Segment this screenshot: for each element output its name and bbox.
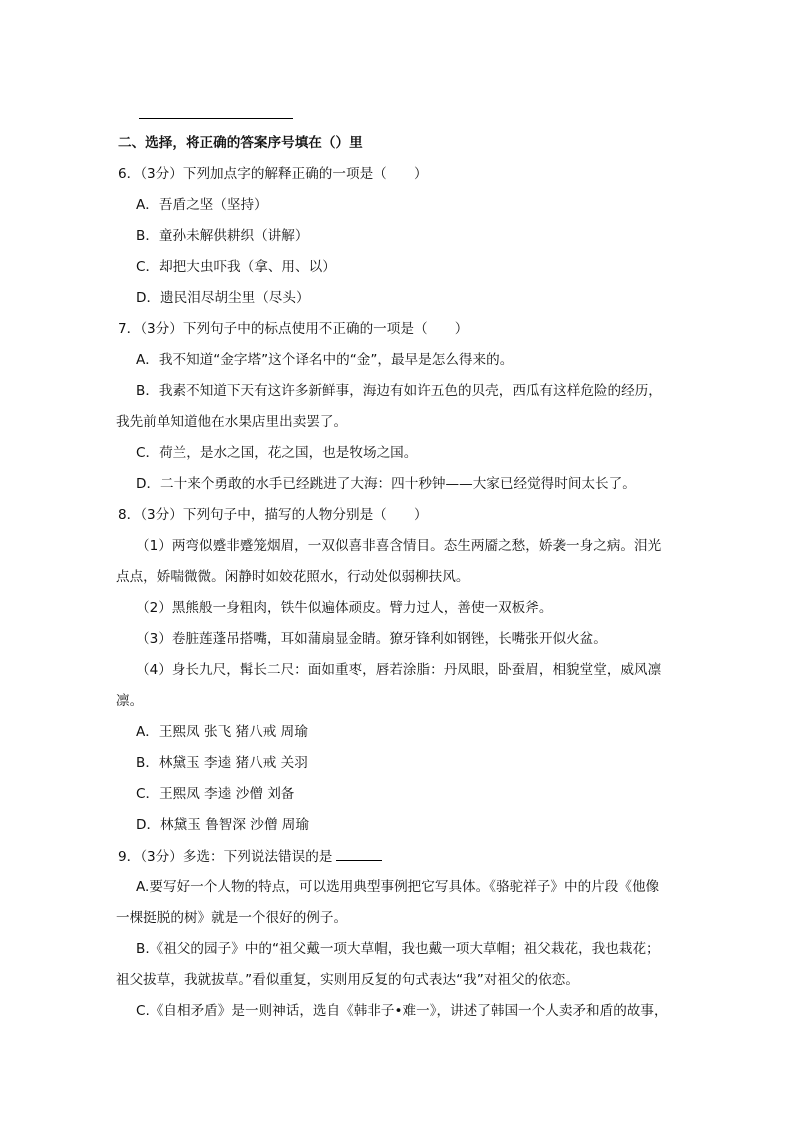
question-8-passage-2: （2）黑熊般一身粗肉，铁牛似遍体顽皮。臂力过人，善使一双板斧。 <box>136 600 553 616</box>
question-8-option-c: C．王熙凤 李逵 沙僧 刘备 <box>136 786 295 802</box>
question-9-row <box>118 847 382 866</box>
question-9-option-a: A.要写好一个人物的特点，可以选用典型事例把它写具体。《骆驼祥子》中的片段《他像 <box>136 879 660 895</box>
question-7-stem: 7．（3分）下列句子中的标点使用不正确的一项是（ ） <box>118 321 469 337</box>
question-8-passage-4: （4）身长九尺，髯长二尺：面如重枣，唇若涂脂：丹凤眼，卧蚕眉，相貌堂堂，威风凛 <box>136 662 662 678</box>
question-6-option-a: A．吾盾之坚（坚持） <box>136 197 268 213</box>
question-7-option-d: D．二十来个勇敢的水手已经跳进了大海：四十秒钟——大家已经觉得时间太长了。 <box>136 476 636 492</box>
question-7-option-b-continued: 我先前单知道他在水果店里出卖罢了。 <box>116 414 348 430</box>
question-6-option-d: D．遗民泪尽胡尘里（尽头） <box>136 290 310 306</box>
question-8-stem: 8．（3分）下列句子中，描写的人物分别是（ ） <box>118 507 428 523</box>
question-8-passage-4-continued: 凛。 <box>116 693 144 709</box>
question-7-option-b: B．我素不知道下天有这许多新鲜事，海边有如许五色的贝壳，西瓜有这样危险的经历， <box>136 383 662 399</box>
section-title: 二、选择，将正确的答案序号填在（）里 <box>118 135 363 151</box>
question-6-stem: 6．（3分）下列加点字的解释正确的一项是（ ） <box>118 166 428 182</box>
question-9-option-c: C.《自相矛盾》是一则神话，选自《韩非子•难一》，讲述了韩国一个人卖矛和盾的故事， <box>136 1003 668 1019</box>
question-6-option-b: B．童孙未解供耕织（讲解） <box>136 228 309 244</box>
question-8-option-a: A．王熙凤 张飞 猪八戒 周瑜 <box>136 724 308 740</box>
question-9-stem: 9．（3分）多选：下列说法错误的是 <box>118 849 333 865</box>
question-7-option-c: C．荷兰，是水之国，花之国，也是牧场之国。 <box>136 445 418 461</box>
question-9-option-b: B.《祖父的园子》中的“祖父戴一项大草帽，我也戴一项大草帽；祖父栽花，我也栽花； <box>136 941 660 957</box>
answer-blank-line <box>139 118 293 119</box>
question-9-option-a-continued: 一棵挺脱的树》就是一个很好的例子。 <box>116 910 348 926</box>
question-7-option-a: A．我不知道“金字塔”这个译名中的“金”，最早是怎么得来的。 <box>136 352 514 368</box>
question-8-option-d: D．林黛玉 鲁智深 沙僧 周瑜 <box>136 817 309 833</box>
question-9-option-b-continued: 祖父拔草，我就拔草。”看似重复，实则用反复的句式表达“我”对祖父的依恋。 <box>116 972 579 988</box>
answer-blank <box>336 847 382 861</box>
question-8-passage-1: （1）两弯似蹙非蹙笼烟眉，一双似喜非喜含情目。态生两靥之愁，娇袭一身之病。泪光 <box>136 538 662 554</box>
question-6-option-c: C．却把大虫吓我（拿、用、以） <box>136 259 336 275</box>
question-8-passage-1-continued: 点点，娇喘微微。闲静时如姣花照水，行动处似弱柳扶风。 <box>116 569 470 585</box>
question-8-option-b: B．林黛玉 李逵 猪八戒 关羽 <box>136 755 308 771</box>
question-8-passage-3: （3）卷脏莲蓬吊搭嘴，耳如蒲扇显金睛。獠牙锋利如钢锉，长嘴张开似火盆。 <box>136 631 607 647</box>
